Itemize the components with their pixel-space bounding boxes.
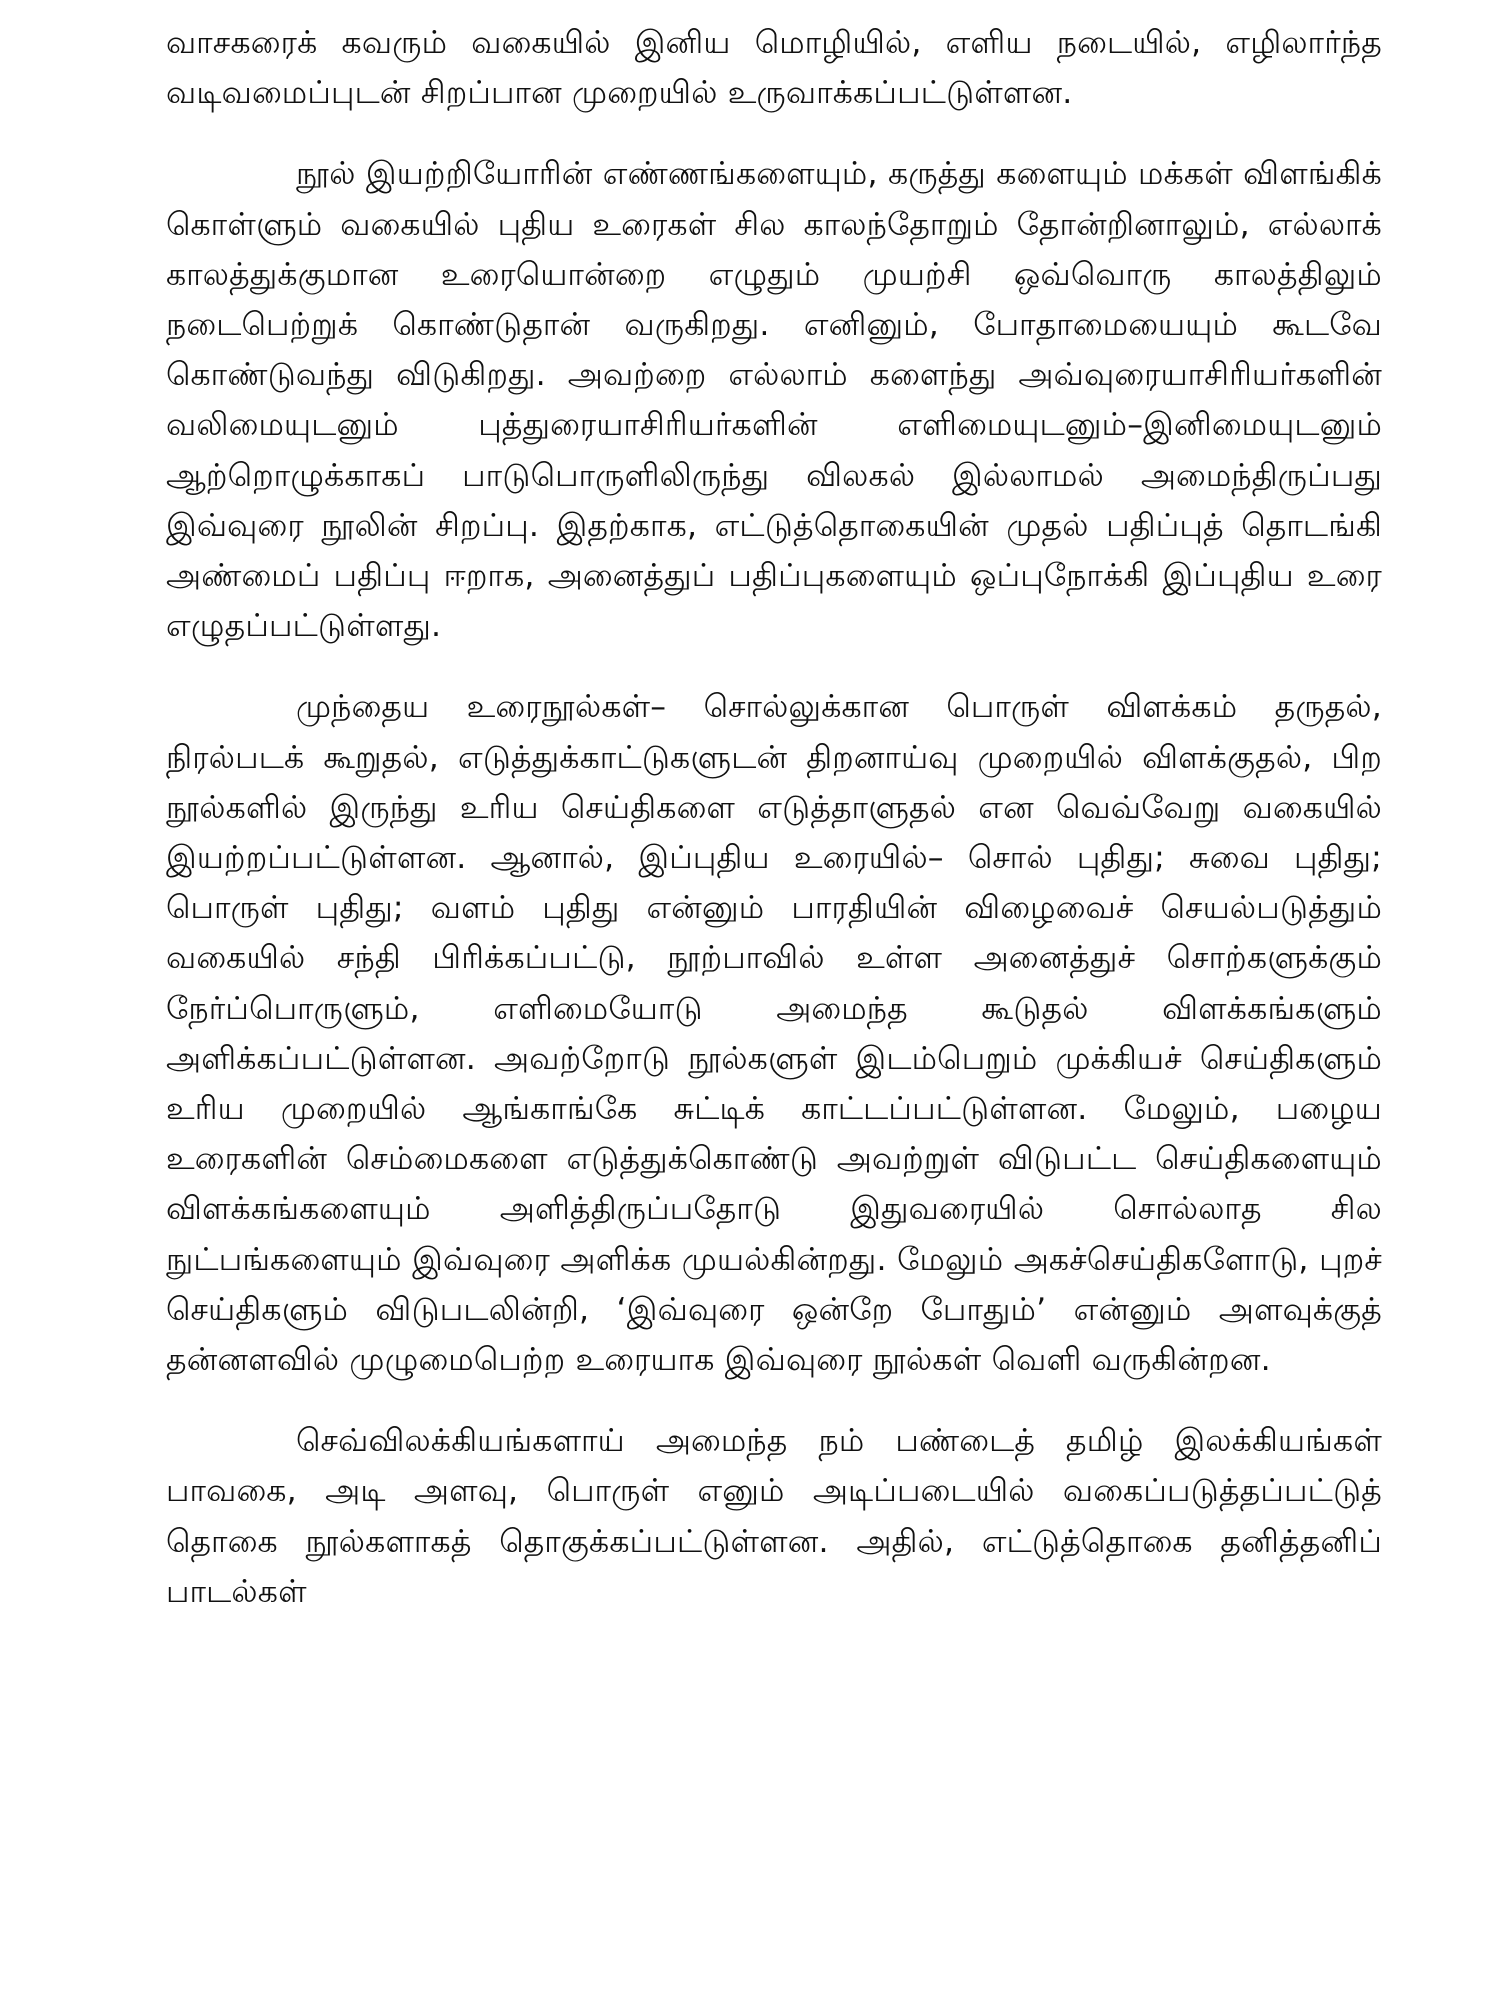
paragraph-3: முந்தைய உரைநூல்கள்– சொல்லுக்கான பொருள் விளக்கம் தருதல், நிரல்படக் கூறுதல், எடுத்துக்காட்டுகளுடன் திறனாய்வு முறையில் விளக்குதல், பிற நூல்களில் இருந்து உரிய செய்திகளை எடுத்தாளுதல் என வெவ்வேறு வகையில் இயற்றப்பட்டுள்ளன. ஆனால், இப்புதிய உரையில்– சொல் புதிது; சுவை புதிது; பொருள் புதிது; வளம் புதிது என்னும் பாரதியின் விழைவைச் செயல்படுத்தும் வகையில் சந்தி பிரிக்கப்பட்டு, நூற்பாவில் உள்ள அனைத்துச் சொற்களுக்கும் நேர்ப்பொருளும், எளிமையோடு அமைந்த கூடுதல் விளக்கங்களும் அளிக்கப்பட்டுள்ளன. அவற்றோடு நூல்களுள் இடம்பெறும் முக்கியச் செய்திகளும் உரிய முறையில் ஆங்காங்கே சுட்டிக் காட்டப்பட்டுள்ளன. மேலும், பழைய உரைகளின் செம்மைகளை எடுத்துக்கொண்டு அவற்றுள் விடுபட்ட செய்திகளையும் விளக்கங்களையும் அளித்திருப்பதோடு இதுவரையில் சொல்லாத சில நுட்பங்களையும் இவ்வுரை அளிக்க முயல்கின்றது. மேலும் அகச்செய்திகளோடு, புறச் செய்திகளும் விடுபடலின்றி, ‘இவ்வுரை ஒன்றே போதும்’ என்னும் அளவுக்குத் தன்னளவில் முழுமைபெற்ற உரையாக இவ்வுரை நூல்கள் வெளி வருகின்றன. bbox=[166, 689, 1382, 1379]
paragraph-2: நூல் இயற்றியோரின் எண்ணங்களையும், கருத்து களையும் மக்கள் விளங்கிக் கொள்ளும் வகையில் புதிய உரைகள் சில காலந்தோறும் தோன்றினாலும், எல்லாக் காலத்துக்குமான உரையொன்றை எழுதும் முயற்சி ஒவ்வொரு காலத்திலும் நடைபெற்றுக் கொண்டுதான் வருகிறது. எனினும், போதாமையையும் கூடவே கொண்டுவந்து விடுகிறது. அவற்றை எல்லாம் களைந்து அவ்வுரையாசிரியர்களின் வலிமையுடனும் புத்துரையாசிரியர்களின் எளிமையுடனும்–இனிமையுடனும் ஆற்றொழுக்காகப் பாடுபொருளிலிருந்து விலகல் இல்லாமல் அமைந்திருப்பது இவ்வுரை நூலின் சிறப்பு. இதற்காக, எட்டுத்தொகையின் முதல் பதிப்புத் தொடங்கி அண்மைப் பதிப்பு ஈறாக, அனைத்துப் பதிப்புகளையும் ஒப்புநோக்கி இப்புதிய உரை எழுதப்பட்டுள்ளது. bbox=[166, 156, 1382, 645]
paragraph-gap bbox=[166, 651, 1382, 682]
paragraph-gap bbox=[166, 118, 1382, 149]
document-page bbox=[166, 18, 1382, 1982]
paragraph-4: செவ்விலக்கியங்களாய் அமைந்த நம் பண்டைத் தமிழ் இலக்கியங்கள் பாவகை, அடி அளவு, பொருள் எனும் அடிப்படையில் வகைப்படுத்தப்பட்டுத் தொகை நூல்களாகத் தொகுக்கப்பட்டுள்ளன. அதில், எட்டுத்தொகை தனித்தனிப் பாடல்கள் bbox=[166, 1423, 1382, 1610]
paragraph-gap bbox=[166, 1385, 1382, 1416]
paragraph-1: வாசகரைக் கவரும் வகையில் இனிய மொழியில், எளிய நடையில், எழிலார்ந்த வடிவமைப்புடன் சிறப்பான முறையில் உருவாக்கப்பட்டுள்ளன. bbox=[166, 25, 1382, 112]
